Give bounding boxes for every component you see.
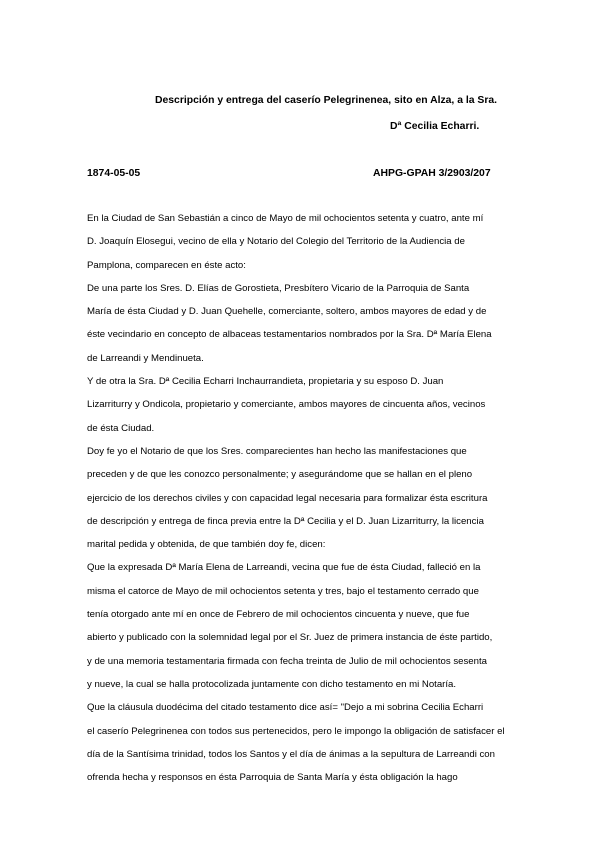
document-title-line-1: Descripción y entrega del caserío Pelegrinenea, sito en Alza, a la Sra. <box>155 95 498 106</box>
body-text-line: día de la Santísima trinidad, todos los Santos y el día de ánimas a la sepultura de Larreandi con <box>87 748 495 760</box>
body-text-line: y de una memoria testamentaria firmada con fecha treinta de Julio de mil ochocientos sesenta <box>87 655 487 667</box>
archive-reference: AHPG-GPAH 3/2903/207 <box>373 168 491 179</box>
body-text-line: Lizarriturry y Ondicola, propietario y comerciante, ambos mayores de cincuenta años, vecinos <box>87 399 486 411</box>
body-text-line: Y de otra la Sra. Dª Cecilia Echarri Inchaurrandieta, propietaria y su esposo D. Juan <box>87 376 444 388</box>
body-text-line: marital pedida y obtenida, de que también doy fe, dicen: <box>87 539 326 551</box>
body-text-line: Que la expresada Dª María Elena de Larreandi, vecina que fue de ésta Ciudad, falleció en la <box>87 562 481 574</box>
body-text-line: Pamplona, comparecen en éste acto: <box>87 259 246 271</box>
body-text-line: de Larreandi y Mendinueta. <box>87 352 204 364</box>
body-text-line: misma el catorce de Mayo de mil ochocientos setenta y tres, bajo el testamento cerrado que <box>87 585 479 597</box>
body-text-line: abierto y publicado con la solemnidad legal por el Sr. Juez de primera instancia de éste partido, <box>87 632 493 644</box>
body-text-line: En la Ciudad de San Sebastián a cinco de Mayo de mil ochocientos setenta y cuatro, ante mí <box>87 213 484 224</box>
body-text-line: ejercicio de los derechos civiles y con capacidad legal necesaria para formalizar ésta escritura <box>87 492 488 504</box>
body-text-line: De una parte los Sres. D. Elías de Gorostieta, Presbítero Vicario de la Parroquia de Santa <box>87 282 470 294</box>
body-text-line: éste vecindario en concepto de albaceas testamentarios nombrados por la Sra. Dª María Elena <box>87 329 492 341</box>
body-text-line: ofrenda hecha y responsos en ésta Parroquia de Santa María y ésta obligación la hago <box>87 772 458 784</box>
body-text-line: y nueve, la cual se halla protocolizada juntamente con dicho testamento en mi Notaría. <box>87 678 457 690</box>
body-text-line: de descripción y entrega de finca previa entre la Dª Cecilia y el D. Juan Lizarriturry, la licencia <box>87 515 484 527</box>
body-text-line: Doy fe yo el Notario de que los Sres. comparecientes han hecho las manifestaciones que <box>87 445 467 457</box>
body-text-line: Que la cláusula duodécima del citado testamento dice así= "Dejo a mi sobrina Cecilia Echarri <box>87 702 484 714</box>
body-text-line: preceden y de que les conozco personalmente; y asegurándome que se hallan en el pleno <box>87 469 473 481</box>
body-text-line: tenía otorgado ante mí en once de Febrero de mil ochocientos cincuenta y nueve, que fue <box>87 609 470 621</box>
body-text-line: el caserío Pelegrinenea con todos sus pertenecidos, pero le impongo la obligación de satisfacer el <box>87 725 505 737</box>
document-date: 1874-05-05 <box>87 168 141 179</box>
document-title-line-2: Dª Cecilia Echarri. <box>390 121 480 132</box>
body-text-line: María de ésta Ciudad y D. Juan Quehelle, comerciante, soltero, ambos mayores de edad y de <box>87 306 487 318</box>
body-text-line: de ésta Ciudad. <box>87 422 155 434</box>
document-body <box>87 207 517 789</box>
body-text-line: D. Joaquín Elosegui, vecino de ella y Notario del Colegio del Territorio de la Audiencia de <box>87 236 465 248</box>
